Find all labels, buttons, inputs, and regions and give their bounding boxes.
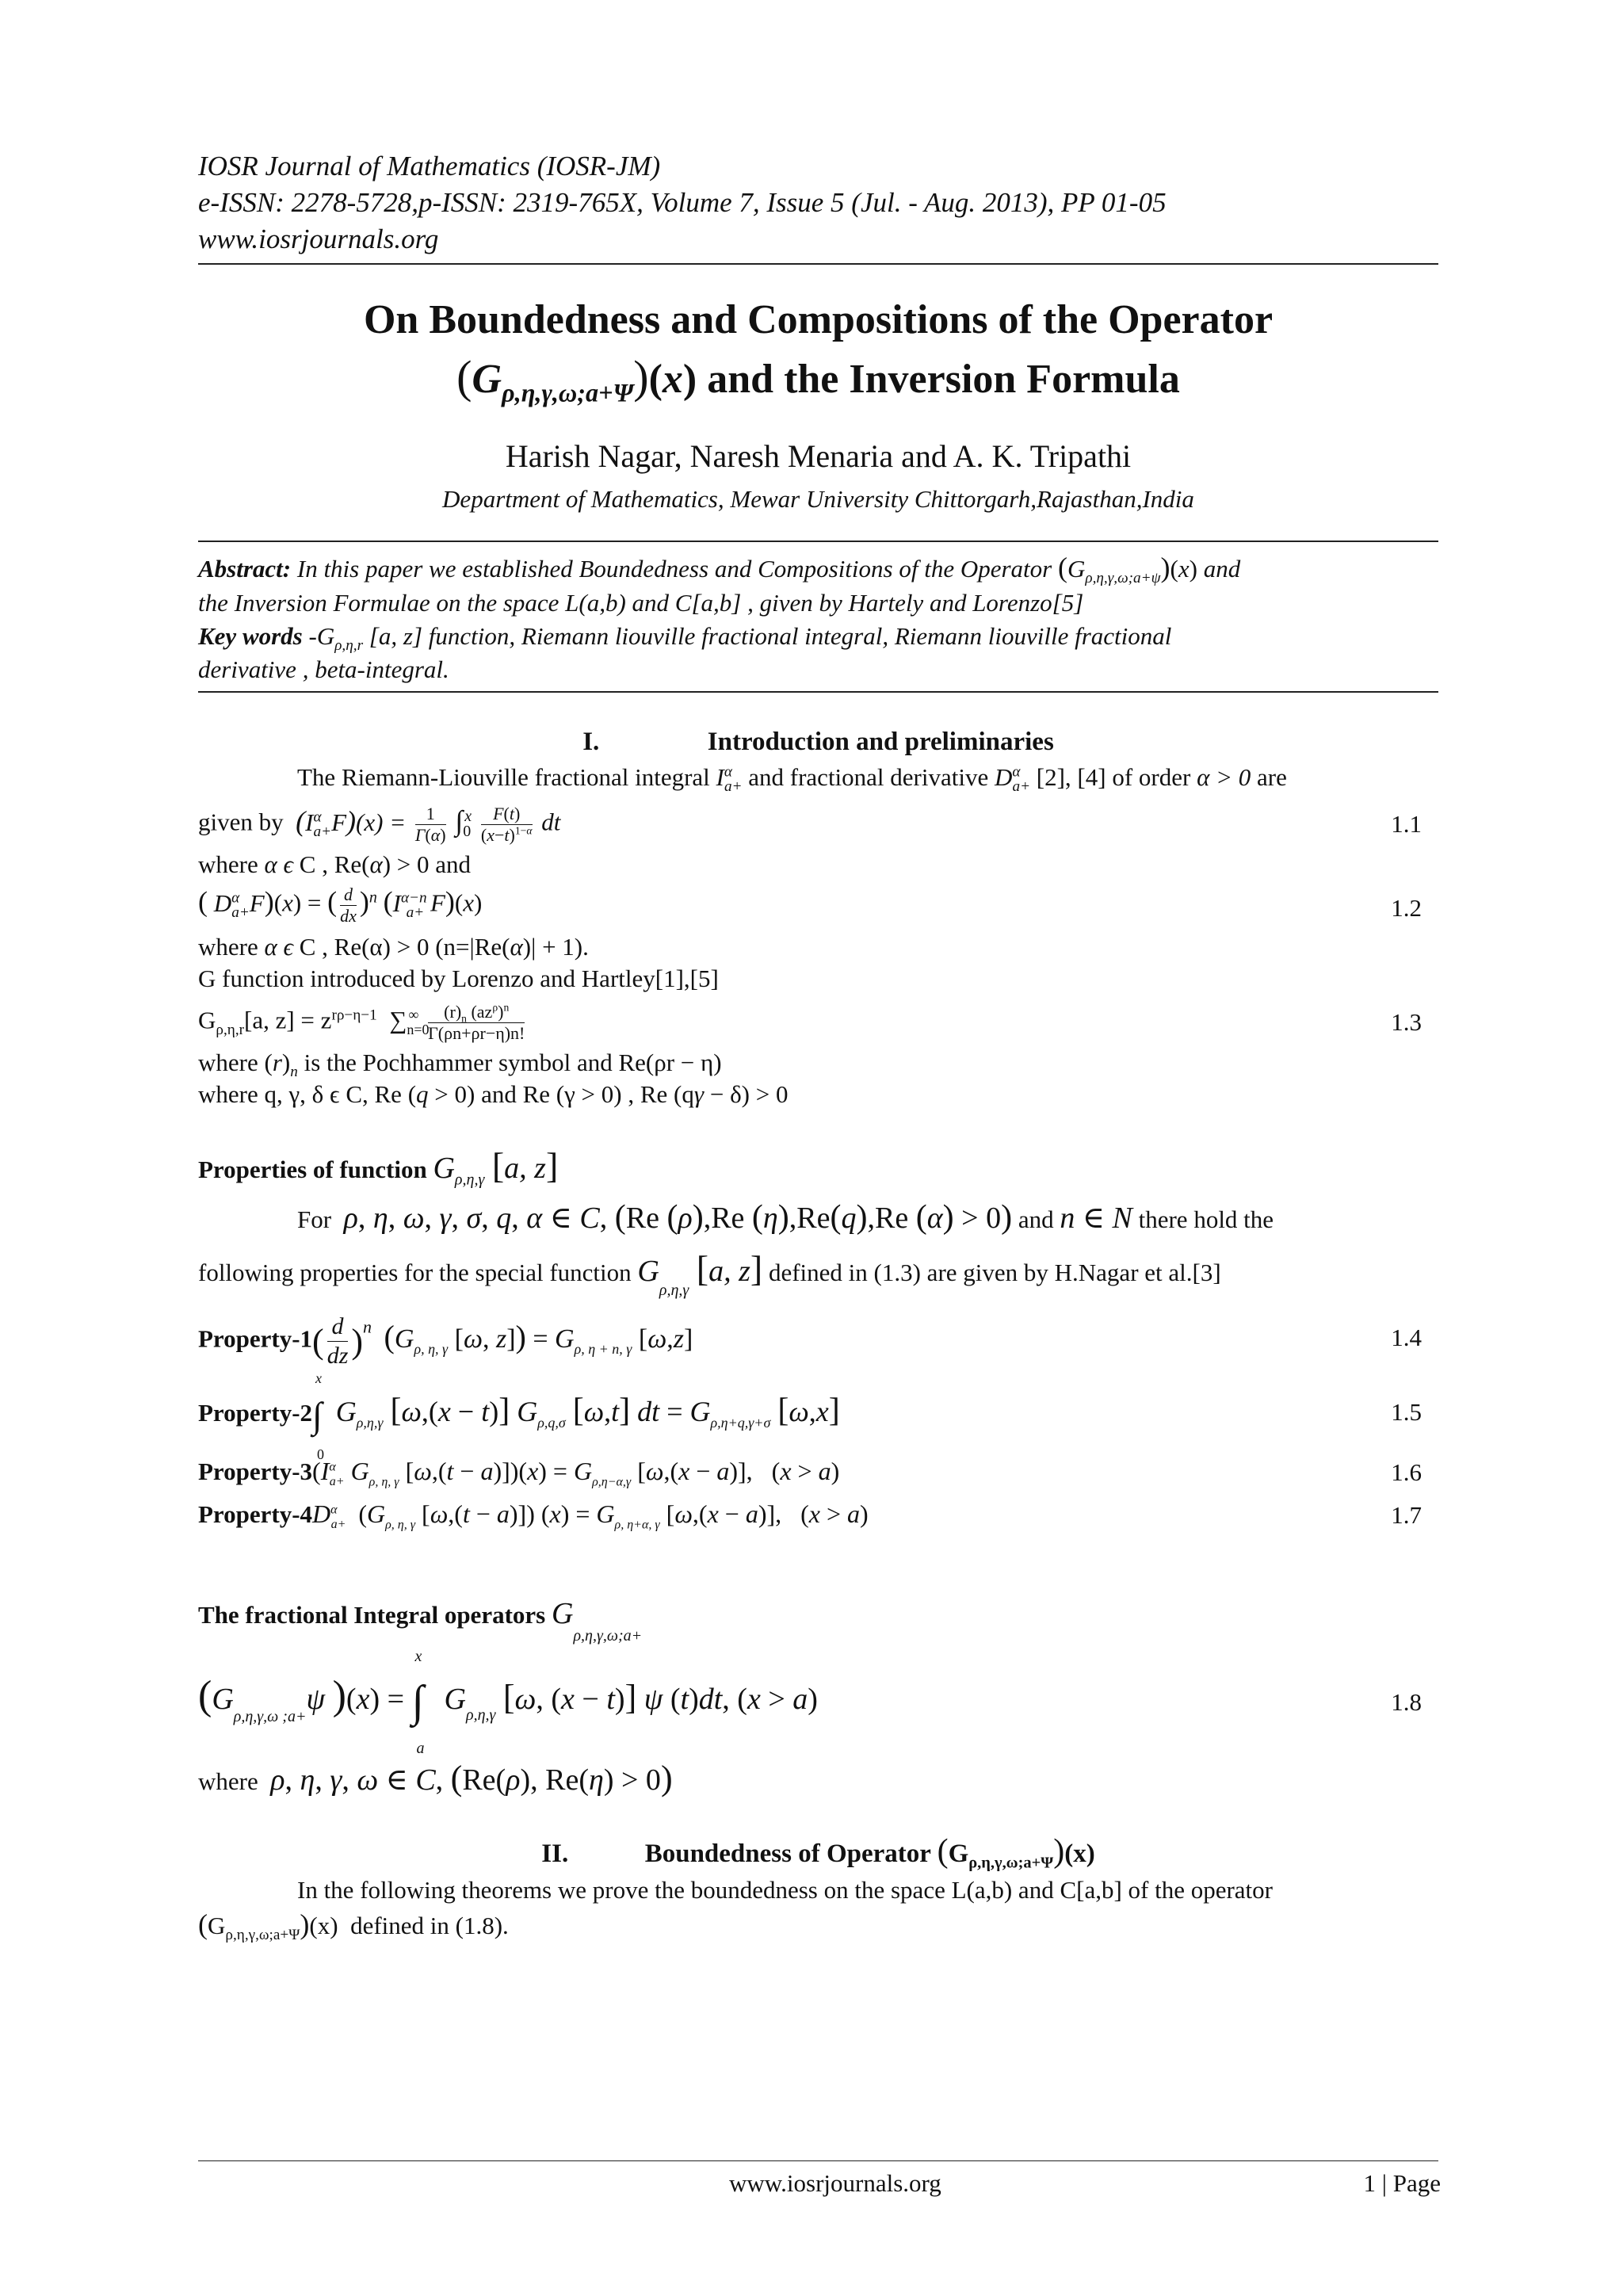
abstract-line2: the Inversion Formulae on the space L(a,b) and C[a,b] , given by Hartely and Lorenzo[5] [198,589,1084,617]
keywords-label: Key words [198,622,303,650]
section2-heading [198,1832,1438,1870]
section1-title: Introduction and preliminaries [707,728,1054,756]
intro-text-d: are [1257,763,1287,791]
properties-heading: Properties of function $G_{\rho,\eta,\gamma}$ [a, z] [198,1145,559,1189]
fractional-derivative-symbol: $D^\alpha_{a+}$ [994,763,1031,796]
fractional-integral-symbol: $I^\alpha_{a+}$ [716,763,743,796]
section2-number: II. [541,1839,569,1868]
section2-text1: In the following theorems we prove the boundedness on the space L(a,b) and C[a,b] of the operator [297,1876,1273,1904]
abstract-top-rule [198,541,1438,542]
abstract-text1-end: and [1203,555,1241,583]
and-text: and [1018,1205,1054,1233]
section1-heading [198,728,1438,757]
paper-title-line2 [198,352,1438,405]
abstract-bottom-rule [198,691,1438,693]
operators-heading-text: The fractional Integral operators [198,1601,546,1629]
operators-where-line: where ρ, η, γ, ω ∈ C, (Re(ρ), Re(η) > 0) [198,1759,673,1797]
footer-rule [198,2160,1438,2161]
section2-text2: defined in (1.8). [350,1912,509,1939]
authors: Harish Nagar, Naresh Menaria and A. K. Tripathi [505,438,1132,474]
journal-issn: e-ISSN: 2278-5728,p-ISSN: 2319-765X, Volume 7, Issue 5 (Jul. - Aug. 2013), PP 01-05 [198,187,1167,218]
property-4: Property-$4D^\alpha_{a+}$ ($G_{\rho, \eta, \gamma}$ [ω,(t − a)]) $(x) = G_{\rho, \eta+\alpha, \gamma}$ [ω,(x − a)], (x > a) [198,1499,869,1532]
where1-text: where [198,850,258,878]
title-operator-symbol: $(G_{\rho,\eta,\gamma,\omega;a+\Psi})(x)$ [456,351,697,407]
intro-text-a: The Riemann-Liouville fractional integral [297,763,710,791]
title-line2-text: and the Inversion Formula [707,357,1180,402]
where1-text-b: , Re( [322,850,370,878]
abstract-text1: In this paper we established Boundedness and Compositions of the Operator [296,555,1052,583]
header-rule [198,263,1438,265]
following-text: following properties for the special function [198,1259,632,1286]
where2-text-c: )| + 1). [522,933,589,961]
given-by-text: given by [198,808,284,836]
property-1-label: Property-1 [198,1324,313,1353]
where-line-3: where q, γ, δ ϵ C, Re (q > 0) and Re (γ > 0) , Re (qγ − δ) > 0 [198,1080,789,1108]
equation-number-1-1: 1.1 [1391,810,1422,838]
intro-line [297,762,1287,796]
equation-number-1-3: 1.3 [1391,1008,1422,1036]
section2-line2 [198,1908,509,1944]
section1-number: I. [582,728,600,756]
section2-operator-inline: $(G_{\rho,\eta,\gamma,\omega;a+\Psi})(x)$ [198,1908,338,1944]
intro-text-c: [2], [4] of order [1036,763,1191,791]
where1-text-c: ) > 0 and [382,850,472,878]
keywords-line2: derivative , beta-integral. [198,655,449,683]
equation-number-1-2: 1.2 [1391,894,1422,922]
keywords-line1: Key words $-G_{\rho,\eta,r}$ [a, z] function, Riemann liouville fractional integral, Riemann liouville fractional [198,622,1172,655]
where2-text: where [198,933,258,961]
g-function-intro: G function introduced by Lorenzo and Hartley[1],[5] [198,965,719,992]
equation-number-1-4: 1.4 [1391,1324,1422,1351]
section2-title: Boundedness of Operator [644,1839,931,1868]
intro-text-b: and fractional derivative [748,763,989,791]
where3-text-c: − δ) > 0 [709,1080,789,1108]
pochhammer-line: where $(r)_n$ is the Pochhammer symbol and Re(ρr − η) [198,1049,722,1081]
equation-1-3: $G_{\rho,\eta,r}[a$, $z] = z^{r\rho-\eta-1}$ $\sum_{n=0}^\infty$ $\frac{(r)_n (az^\rho)^n}{\Gamma(\rho n+\rho r-\eta)n!}$ [198,1001,525,1043]
operators-heading: The fractional Integral operators $G_{\rho,\eta,\gamma,\omega;a+}$ [198,1597,643,1645]
equation-number-1-5: 1.5 [1391,1398,1422,1426]
where-line-1: where α ϵ C , Re(α) > 0 and [198,850,472,878]
defined-text: defined in (1.3) are given by H.Nagar et al.[3] [768,1259,1221,1286]
section2-operator: $(G_{\rho,\eta,\gamma,\omega;a+\Psi})(x)$ [937,1833,1095,1872]
alpha-gt-0: α > 0 [1197,763,1251,791]
pochhammer-text: is the Pochhammer symbol and Re(ρr − η) [304,1049,722,1076]
equation-1-2: ( $D^\alpha_{a+}F)(x)$ = ( $\frac{d}{dx}$ )$^n$ ($I^{\alpha-n}_{a+}$ F)(x) [198,884,483,926]
keywords-text: function, Riemann liouville fractional integral, Riemann liouville fractional [428,622,1172,650]
paper-title-line1: On Boundedness and Compositions of the Operator [363,297,1274,342]
abstract-line1 [198,552,1442,587]
journal-name: IOSR Journal of Mathematics (IOSR-JM) [198,151,661,181]
property-2-label: Property-2 [198,1399,313,1427]
property-2: Property-2∫ x 0 $G_{\rho,\eta,\gamma}$ [ω,(x − t)] $G_{\rho,q,\sigma}$ [ω,t] dt = $G_{\rho,\eta+q,\gamma+\sigma}$ [ω,x] [198,1370,840,1463]
property-3-label: Property-3 [198,1457,313,1485]
where3-text-b: ) and Re (γ > 0) , Re (q [467,1080,694,1108]
where2-text-b: C , Re(α) > 0 (n=|Re( [299,933,510,961]
affiliation: Department of Mathematics, Mewar University Chittorgarh,Rajasthan,India [442,485,1194,513]
equation-number-1-7: 1.7 [1391,1501,1422,1529]
equation-number-1-6: 1.6 [1391,1458,1422,1486]
where-line-2: where α ϵ C , Re(α) > 0 (n=|Re(α)| + 1). [198,933,589,961]
for-text: For [297,1205,332,1233]
footer-website[interactable]: www.iosrjournals.org [729,2169,941,2197]
abstract-label: Abstract: [198,555,292,583]
journal-website[interactable]: www.iosrjournals.org [198,223,439,254]
keywords-g-function: $G_{\rho,\eta,r}$ [a, z] [316,622,423,655]
property-1: Property-1( $\frac{d}{dz}$ )$^n$ ($G_{\rho, \eta, \gamma}$ [ω, $z]) = G_{\rho, \eta + n, \gamma}$ [ω,z] [198,1313,693,1369]
properties-heading-text: Properties of function [198,1156,427,1183]
there-hold-text: there hold the [1138,1205,1274,1233]
footer-page-number: 1 | Page [1363,2169,1441,2197]
properties-for-line: For ρ, η, ω, γ, σ, q, α ∈ C, (Re (ρ),Re (η),Re(q),Re (α) > 0) and n ∈ N there hold the [297,1199,1274,1236]
equation-1-8: ($G_{\rho,\eta,\gamma,\omega ;a+}\psi$ )(x) = ∫ x a $G_{\rho,\eta,\gamma}$ [ω, (x − t)] ψ (t)dt, (x > a) [198,1648,818,1758]
operators-where-text: where [198,1767,258,1795]
where3-text: where q, γ, δ ϵ C, Re ( [198,1080,417,1108]
property-4-label: Property-4 [198,1500,313,1528]
abstract-operator: $(G_{\rho,\eta,\gamma,\omega;a+\psi})(x)$ [1057,552,1197,587]
equation-1-1: given by $(I^\alpha_{a+}F)(x)$ = $\frac{1}{\Gamma(\alpha)}$ $\int_0^x$ $\frac{F(t)}{(x-t)^{1-\alpha}}$ dt [198,804,561,845]
equation-number-1-8: 1.8 [1391,1688,1422,1716]
property-3: Property-$3(I^\alpha_{a+}$ $G_{\rho, \eta, \gamma}$ $[\omega,(t - a)])(x) = G_{\rho,\eta-\alpha,\gamma}$ [ω,(x − a)], (x > a) [198,1457,840,1489]
properties-following-line: following properties for the special function $G_{\rho,\eta,\gamma}$ [a, z] defined in (1.3) are given by H.Nagar et al.[3] [198,1248,1221,1299]
